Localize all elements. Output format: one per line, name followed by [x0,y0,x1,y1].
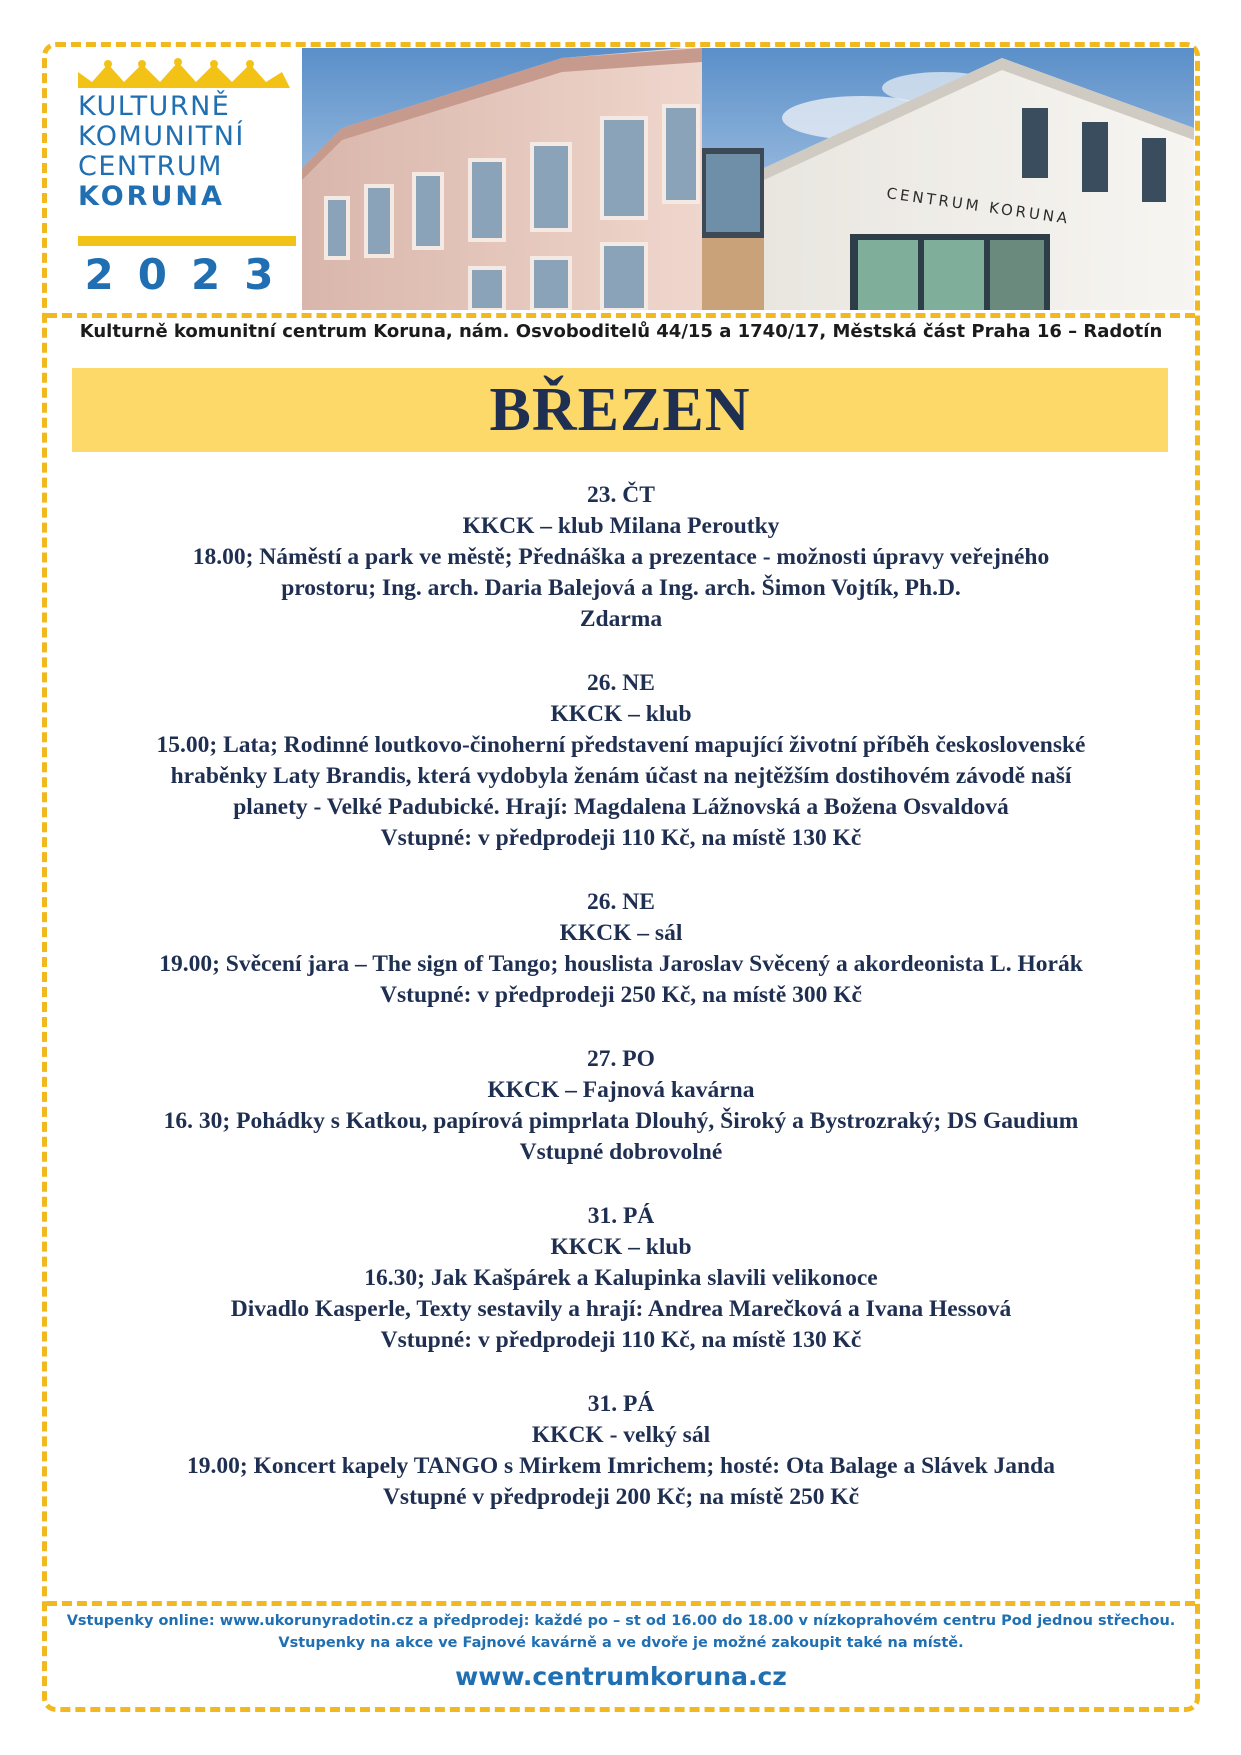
event-line: Zdarma [579,606,663,632]
event-item [62,887,1180,1011]
logo-line-4: KORUNA [78,181,225,212]
event-venue: KKCK – Fajnová kavárna [487,1077,755,1103]
footer-tickets-online: Vstupenky online: www.ukorunyradotin.cz a předprodej: každé po – st od 16.00 do 18.00 v nízkoprahovém centru Pod jednou střechou. [66,1613,1176,1629]
event-item [62,1044,1180,1168]
logo-year: 2023 [84,250,298,299]
event-date: 26. NE [587,889,655,915]
event-line: 16. 30; Pohádky s Katkou, papírová pimprlata Dlouhý, Široký a Bystrozraký; DS Gaudium [163,1108,1079,1134]
logo-line-1: KULTURNĚ [78,91,231,122]
header-divider [47,313,1195,318]
photo-sign-text: CENTRUM KORUNA [885,184,1072,228]
event-item [62,1201,1180,1356]
event-line: 16.30; Jak Kašpárek a Kalupinka slavili velikonoce [364,1265,878,1291]
event-line: hraběnky Laty Brandis, která vydobyla ženám účast na nejtěžším dostihovém závodě naší [170,763,1072,789]
logo-line-2: KOMUNITNÍ [78,121,245,152]
event-venue: KKCK – klub Milana Peroutky [462,513,780,539]
event-line: Vstupné: v předprodeji 110 Kč, na místě 130 Kč [380,825,862,851]
event-line: Vstupné dobrovolné [519,1139,723,1165]
event-line: 19.00; Koncert kapely TANGO s Mirkem Imrichem; hosté: Ota Balage a Slávek Janda [187,1453,1055,1479]
event-date: 27. PO [587,1046,655,1072]
event-date: 31. PÁ [587,1391,655,1417]
month-title: BŘEZEN [72,368,1168,452]
event-venue: KKCK – sál [559,920,683,946]
footer-divider [47,1601,1195,1606]
logo-wordmark [78,92,245,212]
logo-bar [78,236,296,246]
address-line: Kulturně komunitní centrum Koruna, nám. Osvoboditelů 44/15 a 1740/17, Městská část Praha 16 – Radotín [79,321,1163,342]
event-line: 18.00; Náměstí a park ve městě; Přednáška a prezentace - možnosti úpravy veřejného [192,544,1050,570]
event-line: Vstupné v předprodeji 200 Kč; na místě 250 Kč [382,1484,860,1510]
event-line: prostoru; Ing. arch. Daria Balejová a Ing. arch. Šimon Vojtík, Ph.D. [281,575,961,601]
event-item [62,1389,1180,1513]
event-date: 31. PÁ [587,1203,655,1229]
event-item [62,668,1180,854]
event-venue: KKCK – klub [550,701,692,727]
logo-line-3: CENTRUM [78,151,223,182]
event-item [62,480,1180,635]
footer-website-link[interactable]: www.centrumkoruna.cz [455,1662,787,1691]
building-photo [302,48,1194,310]
event-line: Divadlo Kasperle, Texty sestavily a hrají: Andrea Marečková a Ivana Hessová [230,1296,1012,1322]
event-line: Vstupné: v předprodeji 110 Kč, na místě 130 Kč [380,1327,862,1353]
crown-icon [70,58,300,92]
event-date: 23. ČT [587,482,655,508]
event-line: planety - Velké Padubické. Hrají: Magdalena Lážnovská a Božena Osvaldová [233,794,1009,820]
event-venue: KKCK - velký sál [531,1422,711,1448]
event-line: Vstupné: v předprodeji 250 Kč, na místě 300 Kč [380,982,862,1008]
event-line: 19.00; Svěcení jara – The sign of Tango; houslista Jaroslav Svěcený a akordeonista L. Horák [159,951,1083,977]
footer [47,1610,1195,1696]
event-line: 15.00; Lata; Rodinné loutkovo-činoherní představení mapující životní příběh československé [156,732,1086,758]
event-venue: KKCK – klub [550,1234,692,1260]
event-list [62,480,1180,1546]
event-date: 26. NE [587,670,655,696]
kkck-logo [70,58,300,308]
footer-tickets-onsite: Vstupenky na akce ve Fajnové kavárně a ve dvoře je možné zakoupit také na místě. [278,1635,964,1651]
